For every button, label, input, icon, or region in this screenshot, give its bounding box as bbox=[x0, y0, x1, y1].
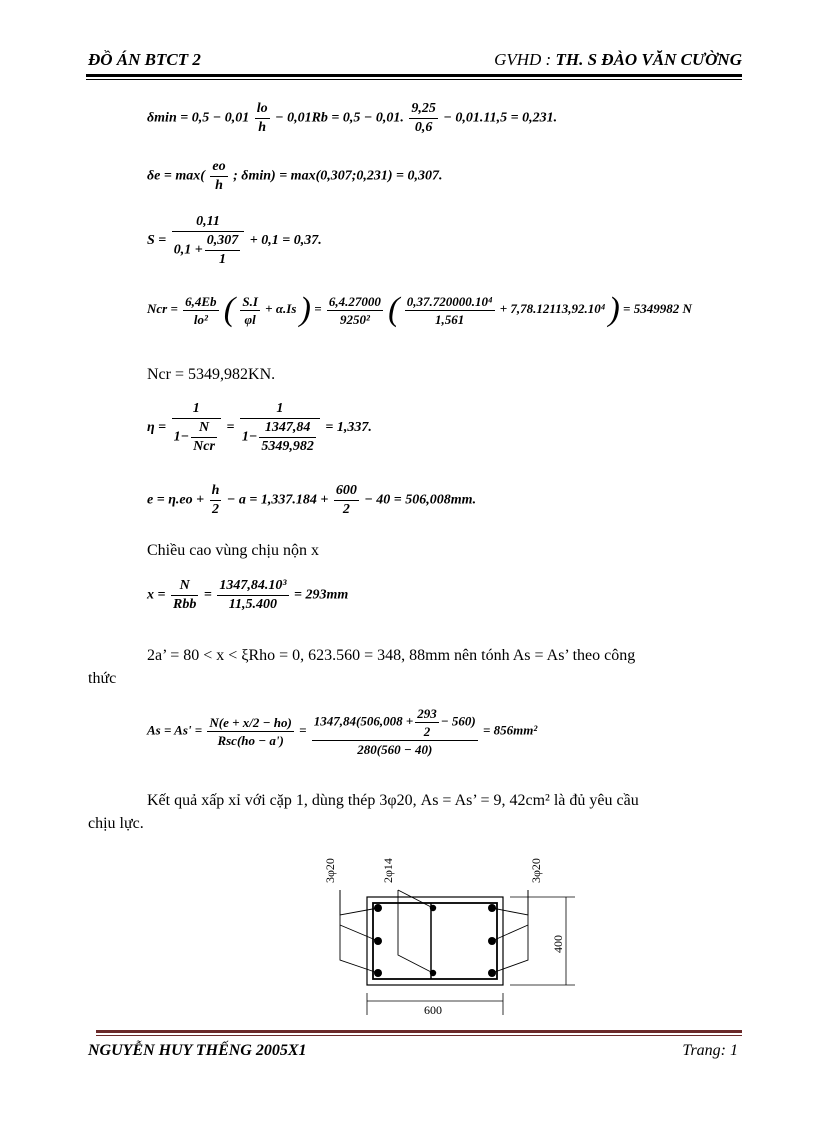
ncr-result: Ncr = 5349,982KN. bbox=[147, 366, 276, 383]
eq4-paren-close: ) bbox=[299, 291, 311, 328]
equation-x bbox=[147, 579, 348, 612]
eq4-f1-den: lo² bbox=[193, 311, 208, 327]
eq4-f4-den: 1,561 bbox=[434, 311, 465, 327]
eq8-f2-num-b: − 560) bbox=[440, 713, 476, 729]
eq4-f4-num: 0,37.720000.10⁴ bbox=[406, 293, 493, 309]
eq3-lhs: S = bbox=[147, 233, 167, 249]
eq7-f1-num: N bbox=[171, 579, 198, 596]
eq4-paren2-close: ) bbox=[608, 291, 620, 328]
eq4-rhs: = 5349982 N bbox=[623, 300, 692, 316]
eq6-rhs: − 40 = 506,008mm. bbox=[364, 492, 477, 508]
equation-delta-e bbox=[147, 160, 443, 193]
eq2-lhs: δe = max( bbox=[147, 168, 205, 184]
eq4-frac2 bbox=[240, 295, 260, 326]
dim-width-label: 600 bbox=[424, 1003, 442, 1017]
equation-s bbox=[147, 215, 322, 267]
eq1-f1-num: lo bbox=[255, 102, 270, 119]
eq7-f2-den: 11,5.400 bbox=[228, 597, 278, 612]
dim-height-label: 400 bbox=[551, 935, 565, 953]
eq6-mid: − a = 1,337.184 + bbox=[226, 492, 329, 508]
eq1-mid: − 0,01Rb = 0,5 − 0,01. bbox=[275, 110, 404, 126]
label-mid-rebar: 2φ14 bbox=[381, 858, 395, 883]
footer-author: NGUYỄN HUY THẾNG 2005X1 bbox=[88, 1042, 307, 1059]
equation-delta-min bbox=[147, 102, 557, 135]
eq8-frac1 bbox=[207, 716, 293, 747]
header-instructor-name: TH. S ĐÀO VĂN CƯỜNG bbox=[555, 50, 742, 69]
paragraph-result: Kết quả xấp xỉ với cặp 1, dùng thép 3φ20, As = As’ = 9, 42cm² là đủ yêu cầu bbox=[147, 792, 639, 809]
eq3-den-a: 0,1 + bbox=[173, 242, 203, 258]
footer-rule bbox=[96, 1030, 742, 1033]
equation-ncr bbox=[147, 293, 692, 327]
eq3-num: 0,11 bbox=[172, 215, 244, 232]
eq1-lhs: δmin = 0,5 − 0,01 bbox=[147, 110, 250, 126]
eq2-frac bbox=[210, 160, 227, 193]
footer-page: Trang: 1 bbox=[682, 1042, 738, 1059]
eq4-f1-num: 6,4Eb bbox=[185, 293, 217, 309]
text-compression-zone: Chiều cao vùng chịu nộn x bbox=[147, 542, 319, 559]
eq5-f2-den bbox=[240, 419, 320, 454]
eq2-rhs: ; δmin) = max(0,307;0,231) = 0,307. bbox=[233, 168, 443, 184]
footer-rule-thin bbox=[96, 1035, 742, 1036]
eq2-f-den: h bbox=[215, 178, 223, 193]
equation-as bbox=[147, 707, 537, 756]
stirrup bbox=[373, 903, 497, 979]
header-instructor bbox=[494, 50, 742, 70]
eq6-frac2 bbox=[334, 484, 359, 517]
eq4-mid1: + α.Is bbox=[265, 300, 297, 316]
eq8-lhs: As = As' = bbox=[147, 722, 203, 738]
eq4-paren2-open: ( bbox=[388, 291, 400, 328]
eq8-f2-den: 280(560 − 40) bbox=[357, 742, 433, 757]
eq8-eq: = bbox=[299, 722, 307, 738]
header-instructor-prefix: GVHD : bbox=[494, 50, 556, 69]
eq2-f-num: eo bbox=[210, 160, 227, 177]
header-title: ĐỒ ÁN BTCT 2 bbox=[88, 50, 201, 69]
eq4-f2-num: S.I bbox=[242, 293, 258, 309]
eq3-den bbox=[172, 232, 244, 267]
eq4-frac3 bbox=[327, 295, 383, 326]
eq5-f2-den-num: 1347,84 bbox=[259, 421, 316, 438]
eq6-f1-num: h bbox=[210, 484, 222, 501]
paragraph-condition-cont: thức bbox=[88, 670, 117, 687]
eq3-rhs: + 0,1 = 0,37. bbox=[249, 233, 322, 249]
eq5-f1-den-a: 1− bbox=[173, 429, 190, 445]
eq5-f1-den-num: N bbox=[191, 421, 217, 438]
label-right-rebar: 3φ20 bbox=[529, 858, 543, 883]
eq6-f2-num: 600 bbox=[334, 484, 359, 501]
eq5-f1-num: 1 bbox=[172, 402, 221, 419]
eq5-f1-den bbox=[172, 419, 221, 454]
eq5-f2-den-den: 5349,982 bbox=[261, 439, 314, 454]
eq1-frac1 bbox=[255, 102, 270, 135]
eq3-den-frac bbox=[205, 234, 241, 267]
eq5-f2-den-frac bbox=[259, 421, 316, 454]
column-section-diagram bbox=[300, 845, 590, 1020]
eq4-f2-den: φl bbox=[244, 311, 256, 327]
eq5-lhs: η = bbox=[147, 420, 167, 436]
eq3-den-num: 0,307 bbox=[205, 234, 241, 251]
eq4-mid2: + 7,78.12113,92.10⁴ bbox=[499, 300, 606, 316]
eq5-f1-den-frac bbox=[191, 421, 217, 454]
equation-eta bbox=[147, 402, 372, 454]
eq7-eq: = bbox=[203, 587, 212, 603]
column-section-figure bbox=[300, 845, 590, 1025]
leader-mid-2 bbox=[398, 890, 433, 908]
eq5-frac2 bbox=[240, 402, 320, 454]
eq5-rhs: = 1,337. bbox=[325, 420, 372, 436]
eq7-f2-num: 1347,84.10³ bbox=[217, 579, 288, 596]
eq1-f2-den: 0,6 bbox=[414, 120, 433, 135]
eq6-f1-den: 2 bbox=[211, 502, 219, 517]
eq8-f2-num-frac bbox=[415, 707, 439, 738]
header-rule-thin bbox=[86, 79, 742, 80]
eq4-lhs: Ncr = bbox=[147, 300, 178, 316]
eq4-f3-den: 9250² bbox=[339, 311, 370, 327]
eq7-f1-den: Rbb bbox=[172, 597, 197, 612]
eq1-rhs: − 0,01.11,5 = 0,231. bbox=[443, 110, 558, 126]
paragraph-condition: 2a’ = 80 < x < ξRho = 0, 623.560 = 348, 88mm nên tónh As = As’ theo công bbox=[147, 647, 636, 664]
eq7-rhs: = 293mm bbox=[294, 587, 349, 603]
label-left-rebar: 3φ20 bbox=[323, 858, 337, 883]
eq4-f3-num: 6,4.27000 bbox=[328, 293, 381, 309]
eq4-paren-open: ( bbox=[223, 291, 236, 328]
paragraph-result-cont: chịu lực. bbox=[88, 815, 144, 832]
eq1-f2-num: 9,25 bbox=[409, 102, 438, 119]
eq3-frac bbox=[172, 215, 244, 267]
eq7-lhs: x = bbox=[147, 587, 166, 603]
eq8-f2-num-fden: 2 bbox=[423, 724, 431, 739]
header-rule bbox=[86, 74, 742, 77]
eq8-f2-num-a: 1347,84(506,008 + bbox=[313, 713, 414, 729]
eq4-eq: = bbox=[314, 300, 322, 316]
equation-e bbox=[147, 484, 476, 517]
eq6-frac1 bbox=[210, 484, 222, 517]
eq1-f1-den: h bbox=[258, 120, 267, 135]
eq8-frac2 bbox=[312, 707, 478, 756]
eq8-f2-num-fnum: 293 bbox=[417, 706, 437, 721]
eq4-frac4 bbox=[405, 295, 495, 326]
eq4-frac1 bbox=[183, 295, 218, 326]
eq6-f2-den: 2 bbox=[342, 502, 350, 517]
eq7-frac1 bbox=[171, 579, 198, 612]
eq5-eq: = bbox=[226, 420, 235, 436]
eq3-den-den: 1 bbox=[219, 252, 226, 267]
eq8-rhs: = 856mm² bbox=[483, 722, 538, 738]
eq8-f1-num: N(e + x/2 − ho) bbox=[209, 715, 292, 730]
eq5-f2-den-a: 1− bbox=[241, 429, 258, 445]
eq6-lhs: e = η.eo + bbox=[147, 492, 205, 508]
eq5-frac1 bbox=[172, 402, 221, 454]
eq5-f2-num: 1 bbox=[240, 402, 320, 419]
eq8-f1-den: Rsc(ho − a') bbox=[217, 733, 284, 748]
eq1-frac2 bbox=[409, 102, 438, 135]
eq7-frac2 bbox=[217, 579, 288, 612]
eq8-f2-num bbox=[312, 707, 478, 741]
eq5-f1-den-den: Ncr bbox=[193, 439, 215, 454]
